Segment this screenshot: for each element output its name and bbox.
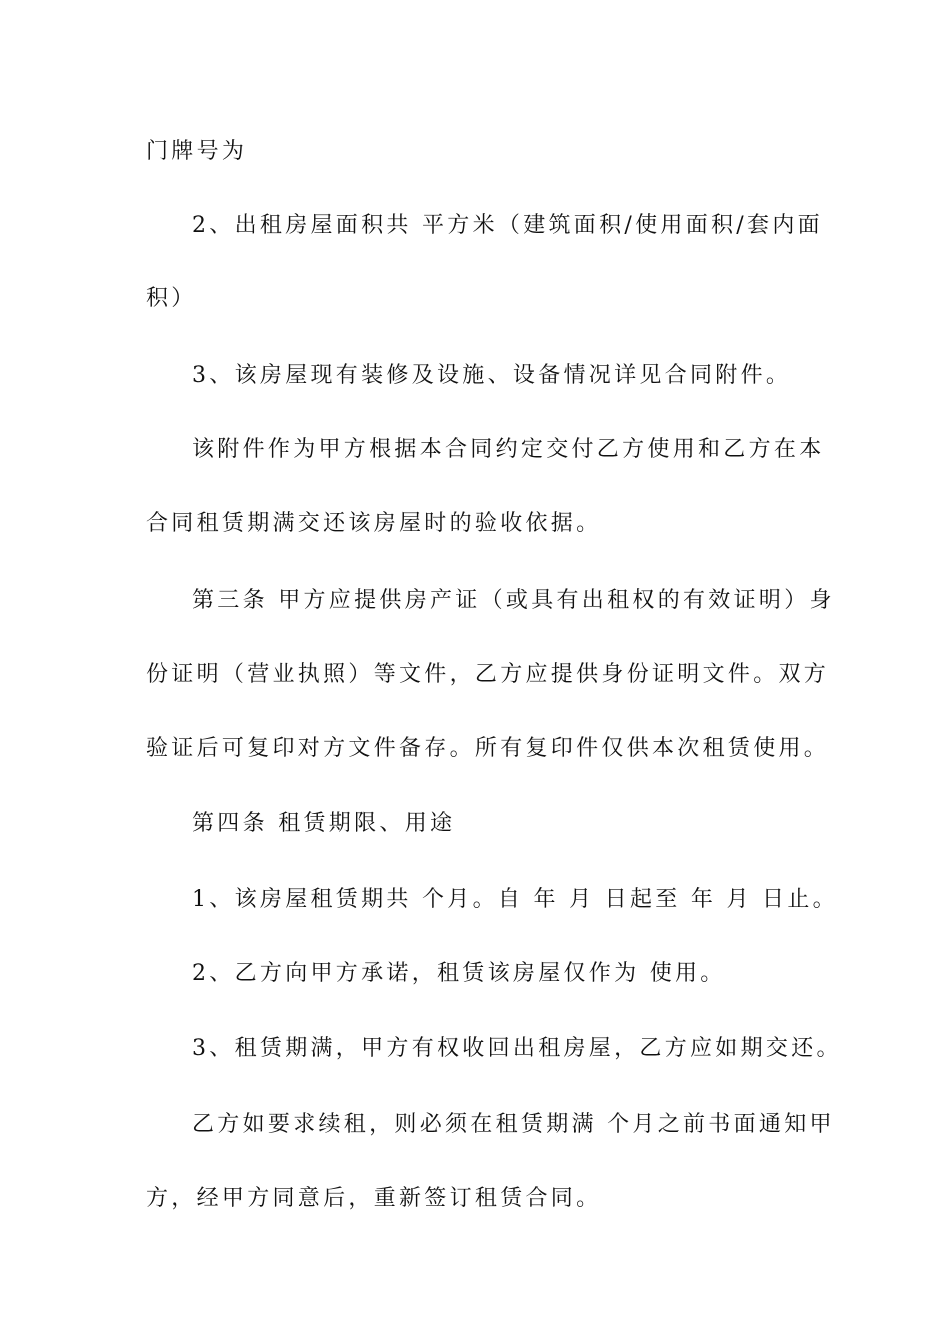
text-line-13: 3、租赁期满，甲方有权收回出租房屋，乙方应如期交还。: [192, 1036, 842, 1061]
text-line-3: 积）: [146, 286, 197, 311]
text-line-5: 该附件作为甲方根据本合同约定交付乙方使用和乙方在本: [192, 437, 825, 462]
text-line-11: 1、该房屋租赁期共 个月。自 年 月 日起至 年 月 日止。: [192, 887, 838, 912]
text-line-15: 方，经甲方同意后，重新签订租赁合同。: [146, 1186, 602, 1211]
text-line-1: 门牌号为: [146, 139, 248, 164]
text-line-9: 验证后可复印对方文件备存。所有复印件仅供本次租赁使用。: [146, 736, 830, 761]
text-line-6: 合同租赁期满交还该房屋时的验收依据。: [146, 511, 602, 536]
text-line-8: 份证明（营业执照）等文件，乙方应提供身份证明文件。双方: [146, 662, 830, 687]
text-line-14: 乙方如要求续租，则必须在租赁期满 个月之前书面通知甲: [192, 1112, 835, 1137]
text-line-12: 2、乙方向甲方承诺，租赁该房屋仅作为 使用。: [192, 961, 726, 986]
text-line-4: 3、该房屋现有装修及设施、设备情况详见合同附件。: [192, 363, 792, 388]
text-line-10: 第四条 租赁期限、用途: [192, 811, 456, 836]
text-line-7: 第三条 甲方应提供房产证（或具有出租权的有效证明）身: [192, 588, 835, 613]
text-line-2: 2、出租房屋面积共 平方米（建筑面积/使用面积/套内面: [192, 213, 823, 238]
